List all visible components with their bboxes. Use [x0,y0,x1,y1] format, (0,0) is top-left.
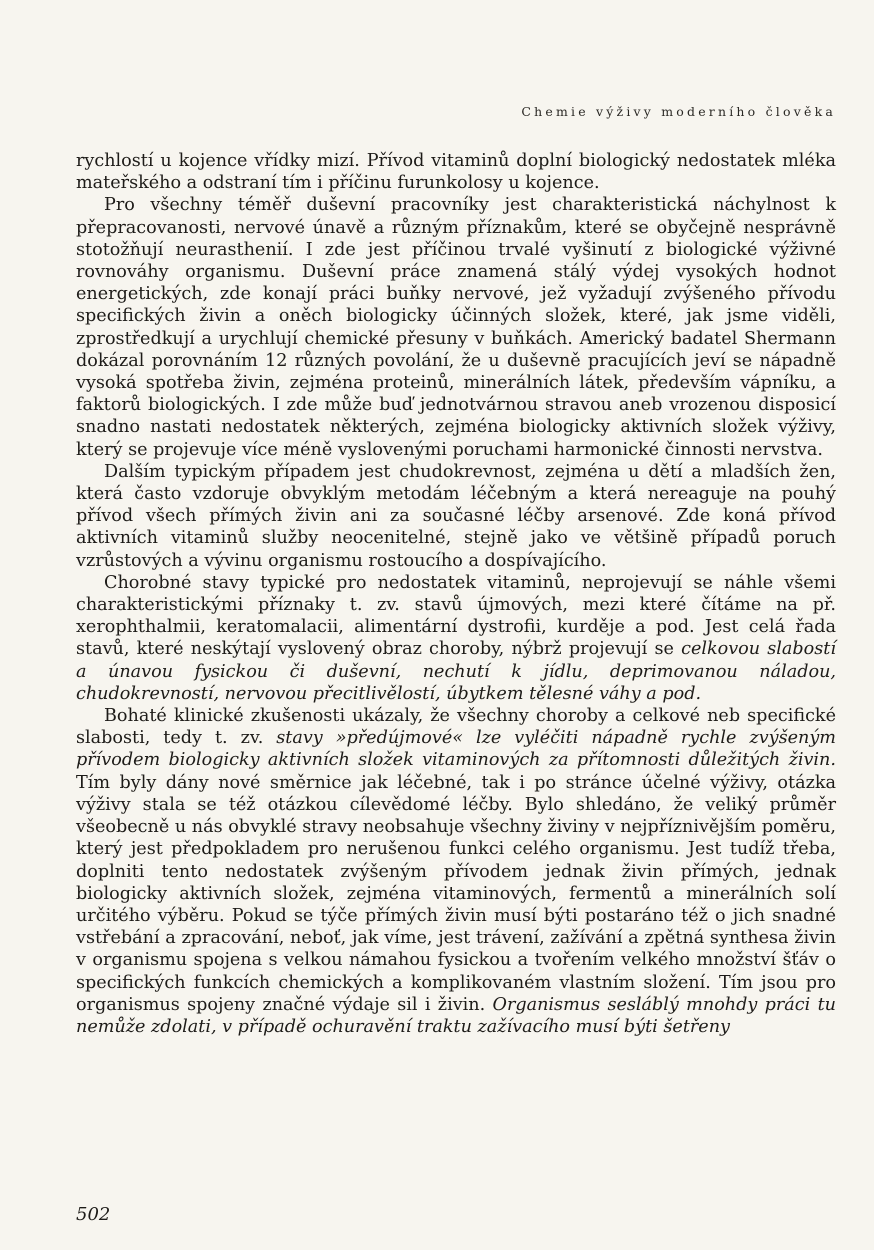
text-run: Tím byly dány nové směrnice jak léčebné, tak i po stránce účelné výživy, otázka výživy stala se též otázkou cílevědomé léčby. Bylo shledáno, že veliký průměr všeobecně u nás obvyklé stravy neobsahuje všechny živiny v nejpříznivějším poměru, který jest předpokladem pro nerušenou funkci celého organismu. Jest tudíž třeba, doplniti tento nedostatek zvýšeným přívodem jednak živin přímých, jednak biologicky aktivních složek, zejména vitaminových, fermentů a minerálních solí určitého výběru. Pokud se týče přímých živin musí býti postaráno též o jich snadné vstřebání a zpracování, neboť, jak víme, jest trávení, zažívání a zpětná synthesa živin v organismu spojena s velkou námahou fysickou a tvořením velkého množství šťáv o specifických funkcích chemických a komplikovaném vlastním složení. Tím jsou pro organismus spojeny značné výdaje sil i živin. [76,772,836,1015]
running-head: Chemie výživy moderního člověka [521,104,836,119]
text-run: Bohaté klinické zkušenosti ukázaly, že všechny choroby a celkové neb specifické slabosti, tedy t. zv. [76,706,836,749]
document-page [76,0,836,1250]
paragraph-2 [76,194,836,460]
emphasis-text: celkovou slabostí a únavou fysickou či duševní, nechutí k jídlu, deprimovanou náladou, chudokrevností, nervovou přecitlivělostí, úbytkem tělesné váhy a pod. [76,639,836,704]
page-number: 502 [76,1204,111,1225]
text-run: rychlostí u kojence vřídky mizí. Přívod vitaminů doplní biologický nedostatek mléka mateřského a odstraní tím i příčinu furunkolosy u kojence. [76,151,836,194]
paragraph-5 [76,705,836,1038]
paragraph-1 [76,150,836,194]
text-run: Dalším typickým případem jest chudokrevnost, zejména u dětí a mladších žen, která často vzdoruje obvyklým metodám léčebným a která nereaguje na pouhý přívod všech přímých živin ani za současné léčby arsenové. Zde koná přívod aktivních vitaminů služby neocenitelné, stejně jako ve většině případů poruch vzrůstových a vývinu organismu rostoucího a dospívajícího. [76,461,836,571]
emphasis-text: Organismus sesláblý mnohdy práci tu nemůže zdolati, v případě ochuravění traktu zažívacího musí býti šetřeny [76,994,836,1037]
text-run: Chorobné stavy typické pro nedostatek vitaminů, neprojevují se náhle všemi charakteristickými příznaky t. zv. stavů újmových, mezi které čítáme na př. xerophthalmii, keratomalacii, alimentární dystrofii, kurděje a pod. Jest celá řada stavů, které neskýtají vyslovený obraz choroby, nýbrž projevují se [76,572,836,660]
paragraph-4 [76,572,836,705]
paragraph-3 [76,461,836,572]
body-text [76,150,836,1038]
emphasis-text: stavy »předújmové« lze vyléčiti nápadně rychle zvýšeným přívodem biologicky aktivních složek vitaminových za přítomnosti důležitých živin. [76,728,836,771]
text-run: Pro všechny téměř duševní pracovníky jest charakteristická náchylnost k přepracovanosti, nervové únavě a různým příznakům, které se obyčejně nesprávně stotožňují neurasthenií. I zde jest příčinou trvalé vyšinutí z biologické výživné rovnováhy organismu. Duševní práce znamená stálý výdej vysokých hodnot energetických, zde konají práci buňky nervové, jež vyžadují zvýšeného přívodu specifických živin a oněch biologicky účinných složek, které, jak jsme viděli, zprostředkují a urychlují chemické přesuny v buňkách. Americký badatel Shermann dokázal porovnáním 12 různých povolání, že u duševně pracujících jeví se nápadně vysoká spotřeba živin, zejména proteinů, minerálních látek, především vápníku, a faktorů biologických. I zde může buď jednotvárnou stravou aneb vrozenou disposicí snadno nastati nedostatek některých, zejména biologicky aktivních složek výživy, který se projevuje více méně vyslovenými poruchami harmonické činnosti nervstva. [76,195,836,460]
